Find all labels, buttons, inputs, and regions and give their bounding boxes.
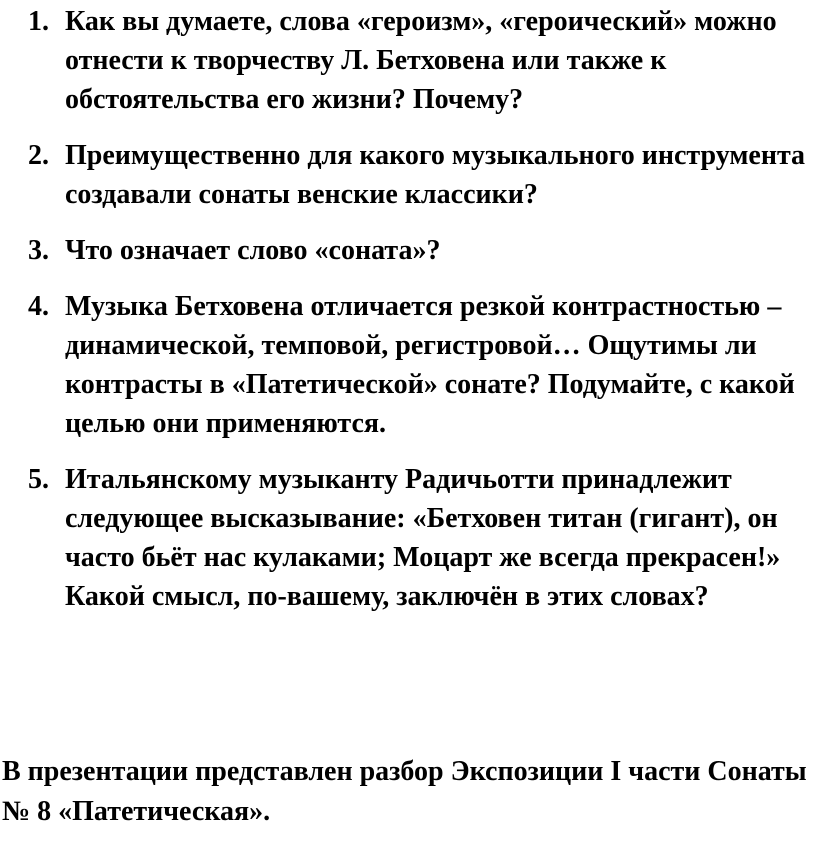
questions-list xyxy=(0,2,816,631)
question-text: Как вы думаете, слова «героизм», «героический» можно отнести к творчеству Л. Бетховена или также к обстоятельства его жизни? Почему? xyxy=(65,6,777,115)
question-text: Музыка Бетховена отличается резкой контрастностью – динамической, темповой, регистровой… Ощутимы ли контрасты в «Патетической» сонате? Подумайте, с какой целью они применяются. xyxy=(65,291,795,439)
question-number: 2. xyxy=(28,140,49,171)
question-3 xyxy=(0,231,816,270)
question-number: 5. xyxy=(28,464,49,495)
question-1 xyxy=(0,2,816,119)
question-text: Преимущественно для какого музыкального инструмента создавали сонаты венские классики? xyxy=(65,140,806,210)
question-text: Итальянскому музыканту Радичьотти принадлежит следующее высказывание: «Бетховен титан (гигант), он часто бьёт нас кулаками; Моцарт же всегда прекрасен!» Какой смысл, по-вашему, заключён в этих словах? xyxy=(65,464,781,612)
presentation-note: В презентации представлен разбор Экспозиции I части Сонаты № 8 «Патетическая». xyxy=(2,756,807,827)
question-text: Что означает слово «соната»? xyxy=(65,235,441,266)
question-number: 3. xyxy=(28,235,49,266)
question-4 xyxy=(0,287,816,443)
question-5 xyxy=(0,460,816,616)
question-number: 4. xyxy=(28,291,49,322)
question-2 xyxy=(0,136,816,214)
question-number: 1. xyxy=(28,6,49,37)
